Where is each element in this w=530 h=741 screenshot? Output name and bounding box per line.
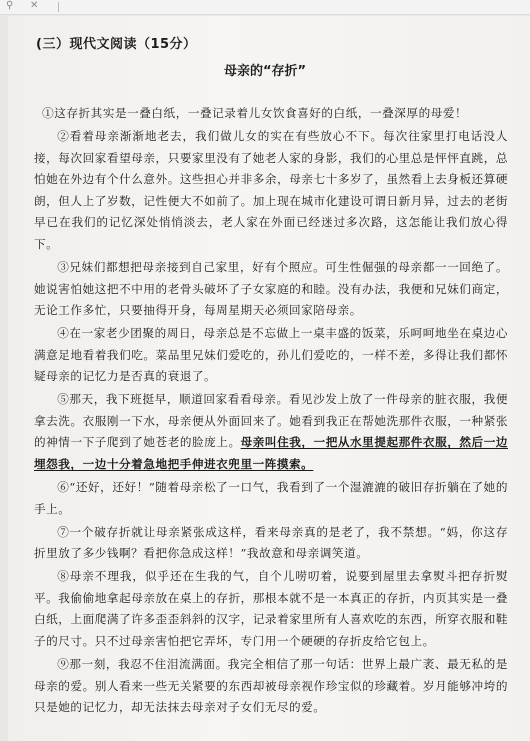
toolbar-divider xyxy=(58,2,59,12)
underlined-sentence: 母亲叫住我，一把从水里提起那件衣服，然后一边埋怨我，一边十分着急地把手伸进衣兜里一阵摸索。 xyxy=(34,435,508,472)
paragraph-8 xyxy=(34,566,508,652)
article-body xyxy=(34,103,508,720)
paragraph-4 xyxy=(34,323,508,388)
paragraph-9 xyxy=(34,654,508,719)
paragraph-text: ①这存折其实是一叠白纸，一叠记录着儿女饮食喜好的白纸，一叠深厚的母爱！ xyxy=(42,106,468,120)
paragraph-text: ④在一家老少团聚的周日，母亲总是不忘做上一桌丰盛的饭菜，乐呵呵地坐在桌边心满意足地看着我们吃。菜品里兄妹们爱吃的，孙儿们爱吃的，一样不差，多得让我们都怀疑母亲的记忆力是否真的衰退了。 xyxy=(34,326,508,384)
paragraph-2 xyxy=(34,126,508,256)
paragraph-text: ②看着母亲渐渐地老去，我们做儿女的实在有些放心不下。每次往家里打电话没人接，每次回家看望母亲，只要家里没有了她老人家的身影，我们的心里总是怦怦直跳，总怕她在外边有个什么意外。这些担心并非多余，母亲七十多岁了，虽然看上去身板还算硬朗，但人上了岁数，记性便大不如前了。加上现在城市化建设可谓日新月异，过去的老街早已在我们的记忆深处悄悄淡去，老人家在外面已经迷过多次路，这怎能让我们放心得下。 xyxy=(34,128,508,251)
paragraph-text: ⑧母亲不理我，似乎还在生我的气，自个儿唠叨着，说要到屋里去拿熨斗把存折熨平。我偷偷地拿起母亲放在桌上的存折，那根本就不是一本真正的存折，内页其实是一叠白纸，上面爬满了许多歪歪斜斜的汉字，记录着家里所有人喜欢吃的东西，所穿衣服和鞋子的尺寸。只不过母亲害怕把它弄坏，专门用一个硬硬的存折皮给它包上。 xyxy=(34,569,508,648)
paragraph-text: ⑤那天，我下班挺早，顺道回家看看母亲。看见沙发上放了一件母亲的脏衣服，我便拿去洗。衣服刚一下水，母亲便从外面回来了。她看到我正在帮她洗那件衣服，一种紧张的神情一下子爬到了她苍老的脸庞上。 xyxy=(34,392,508,450)
paragraph-7 xyxy=(34,522,508,565)
paragraph-5 xyxy=(34,389,508,475)
section-heading: (三）现代文阅读（15分） xyxy=(36,37,197,52)
viewer-toolbar xyxy=(0,0,530,15)
paragraph-3 xyxy=(34,257,508,322)
user-icon[interactable]: ⚲ xyxy=(6,0,14,11)
article-title: 母亲的“存折” xyxy=(223,64,307,79)
paragraph-text: ⑦一个破存折就让母亲紧张成这样，看来母亲真的是老了，我不禁想。“妈，你这存折里放了多少钱啊？看把你急成这样！”我故意和母亲调笑道。 xyxy=(34,524,508,561)
paragraph-text: ⑥“还好，还好！”随着母亲松了一口气，我看到了一个湿漉漉的破旧存折躺在了她的手上。 xyxy=(34,480,508,516)
paragraph-text: ③兄妹们都想把母亲接到自己家里，好有个照应。可生性倔强的母亲都一一回绝了。她说害怕她这把不中用的老骨头破坏了子女家庭的和睦。没有办法，我便和兄妹们商定，无论工作多忙，只要抽得开身，每周星期天必须回家陪母亲。 xyxy=(34,259,508,318)
paragraph-text: ⑨那一刻，我忍不住泪流满面。我完全相信了那一句话：世界上最广袤、最无私的是母亲的爱。别人看来一些无关紧要的东西却被母亲视作珍宝似的珍藏着。岁月能够冲垮的只是她的记忆力，却无法抹去母亲对子女们无尽的爱。 xyxy=(34,656,508,715)
paragraph-1 xyxy=(34,103,508,125)
paragraph-6 xyxy=(34,477,508,520)
close-icon[interactable]: ✕ xyxy=(30,0,39,11)
